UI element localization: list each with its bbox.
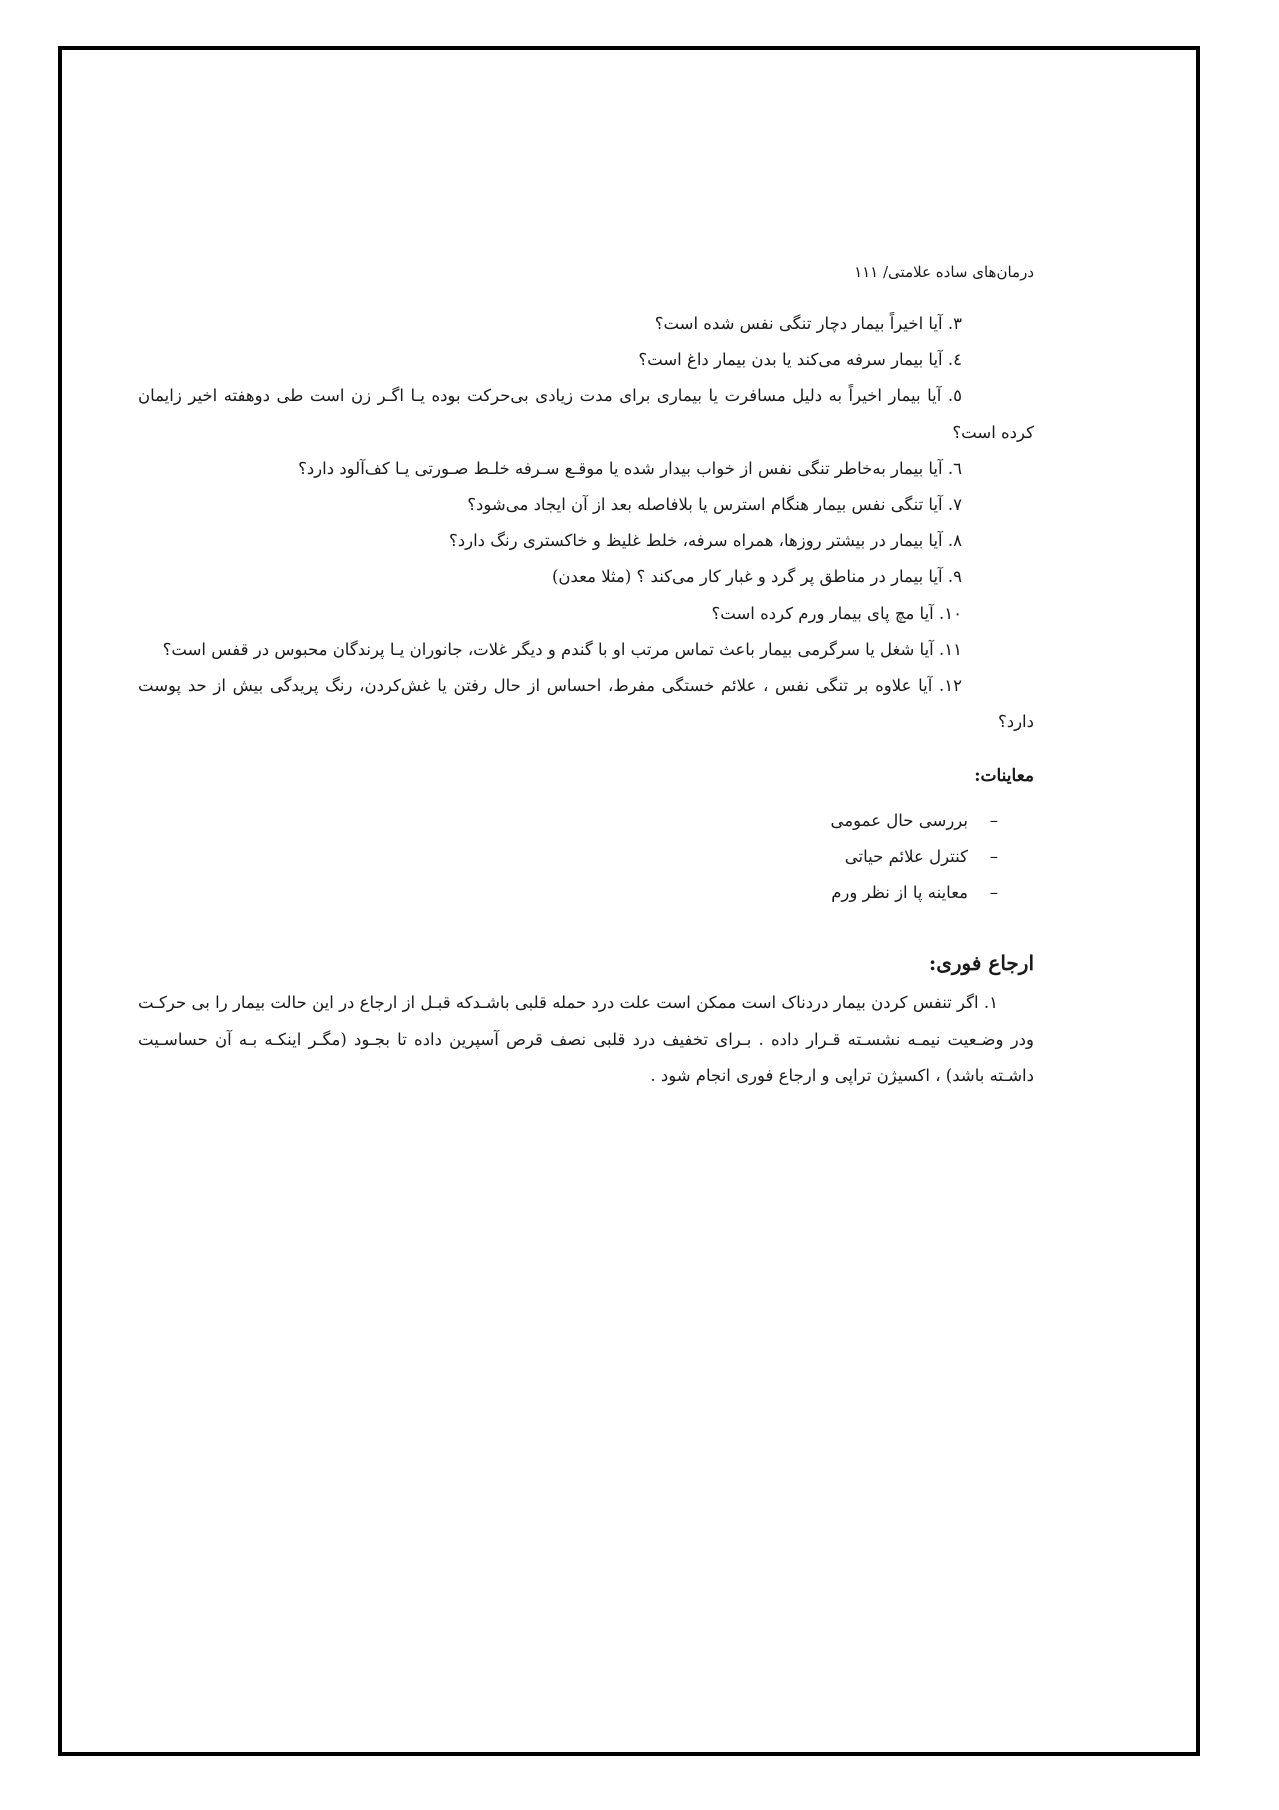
question-item [138, 596, 1034, 632]
question-item [138, 668, 1034, 740]
question-number: ۱۱. [939, 639, 962, 659]
question-item [138, 342, 1034, 378]
question-text: آیا علاوه بر تنگی نفس ، علائم خستگی مفرط، احساس از حال رفتن یا غش‌کردن، رنگ پریدگی بیش از حد پوست دارد؟ [138, 676, 1034, 732]
question-text: آیا اخیراً بیمار دچار تنگی نفس شده است؟ [654, 314, 943, 333]
question-text: آیا بیمار به‌خاطر تنگی نفس از خواب بیدار شده یا موقـع سـرفه خلـط صـورتی یـا کف‌آلود دارد؟ [298, 458, 943, 478]
referral-paragraph: ۱. اگر تنفس کردن بیمار دردناک است ممکن است علت درد حمله قلبی باشـدکه قبـل از ارجاع در این حالت بیمار را بی حرکـت ودر وضـعیت نیمـه نشسـته قـرار داده . بـرای تخفیف درد قلبی نصف قرص آسپرین داده تا بجـود (مگـر اینکـه بـه آن حساسـیت داشـته باشد) ، اکسیژن تراپی و ارجاع فوری انجام شود . [138, 993, 1034, 1085]
question-text: آیا تنگی نفس بیمار هنگام استرس یا بلافاصله بعد از آن ایجاد می‌شود؟ [467, 495, 943, 515]
question-item [138, 378, 1034, 450]
exam-text: کنترل علائم حیاتی [844, 846, 968, 866]
running-header: درمان‌های ساده علامتی/ ۱۱۱ [854, 263, 1034, 281]
question-number: ۱۲. [939, 676, 963, 696]
page-content [138, 254, 1034, 1094]
exams-list [138, 803, 1034, 912]
question-item [138, 559, 1034, 595]
question-text: آیا مچ پای بیمار ورم کرده است؟ [711, 603, 934, 623]
question-number: ۷. [947, 495, 962, 515]
question-item [138, 451, 1034, 487]
question-number: ۸. [947, 531, 962, 551]
question-item [138, 487, 1034, 523]
question-list [138, 306, 1034, 740]
question-item [138, 306, 1034, 342]
dash-bullet: – [989, 846, 998, 866]
dash-bullet: – [989, 810, 998, 830]
question-text: آیا بیمار سرفه می‌کند یا بدن بیمار داغ است؟ [638, 350, 943, 370]
question-number: ٦. [947, 458, 962, 478]
exam-text: بررسی حال عمومی [830, 810, 968, 830]
list-item [138, 803, 1034, 839]
question-text: آیا بیمار اخیراً به دلیل مسافرت یا بیماری برای مدت زیادی بی‌حرکت بوده یـا اگـر زن است طی دوهفته اخیر زایمان کرده است؟ [138, 386, 1034, 442]
question-text: آیا بیمار در بیشتر روزها، همراه سرفه، خلط غلیظ و خاکستری رنگ دارد؟ [449, 531, 943, 551]
question-number: ۹. [947, 567, 962, 587]
question-number: ٥. [947, 386, 963, 406]
referral-heading: ارجاع فوری: [928, 951, 1034, 976]
exams-heading: معاینات: [974, 766, 1034, 787]
dash-bullet: – [989, 883, 998, 903]
list-item [138, 875, 1034, 911]
question-number: ۱۰. [939, 603, 962, 623]
exam-text: معاینه پا از نظر ورم [831, 883, 968, 903]
question-text: آیا شغل یا سرگرمی بیمار باعث تماس مرتب او با گندم و دیگر غلات، جانوران یـا پرندگان محبوس در قفس است؟ [162, 639, 934, 659]
question-item [138, 523, 1034, 559]
question-number: ۳. [947, 314, 962, 333]
question-item [138, 632, 1034, 668]
question-text: آیا بیمار در مناطق پر گرد و غبار کار می‌کند ؟ (مثلا معدن) [551, 567, 943, 587]
list-item [138, 839, 1034, 875]
question-number: ٤. [947, 350, 962, 370]
